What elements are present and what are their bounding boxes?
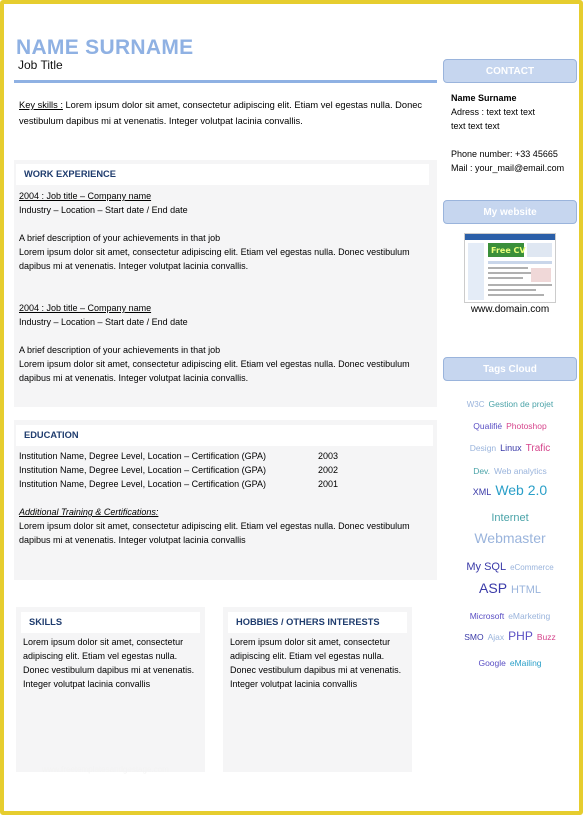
job-meta: Industry – Location – Start date / End date: [19, 317, 188, 327]
name-heading: NAME SURNAME: [16, 36, 194, 59]
additional-training-text: Lorem ipsum dolor sit amet, consectetur adipiscing elit. Etiam vel egestas nulla. Donec vestibulum dapibus mi at venenatis. Integer volutpat lacinia convallis: [19, 521, 410, 545]
tag-line: [444, 461, 576, 479]
contact-heading: CONTACT: [443, 59, 577, 83]
job-heading: 2004 : Job title – Company name: [19, 191, 152, 201]
tag[interactable]: Dev.: [473, 466, 491, 476]
job-text: Lorem ipsum dolor sit amet, consectetur adipiscing elit. Etiam vel egestas nulla. Donec vestibulum dapibus mi at venenatis. Integer volutpat lacinia convallis.: [19, 359, 410, 383]
tag-line: [444, 557, 576, 575]
tag[interactable]: Photoshop: [506, 421, 547, 431]
education-text: Institution Name, Degree Level, Location – Certification (GPA): [19, 479, 266, 489]
tag[interactable]: Microsoft: [469, 611, 505, 621]
tag-line: [444, 416, 576, 434]
education-row: [19, 449, 424, 463]
contact-mail[interactable]: Mail : your_mail@email.com: [451, 163, 565, 173]
tag[interactable]: Design: [469, 443, 497, 453]
job-intro: A brief description of your achievements in that job: [19, 345, 221, 355]
tag-line: [444, 627, 576, 645]
job-entry-1: [19, 189, 424, 273]
contact-details: [451, 91, 564, 175]
skills-text: Lorem ipsum dolor sit amet, consectetur adipiscing elit. Etiam vel egestas nulla. Donec vestibulum dapibus mi at venenatis. Integer volutpat lacinia convallis: [23, 637, 195, 689]
tag[interactable]: Google: [478, 658, 506, 668]
tag[interactable]: Web analytics: [494, 466, 547, 476]
key-skills-text: Lorem ipsum dolor sit amet, consectetur adipiscing elit. Etiam vel egestas nulla. Donec vestibulum dapibus mi at venenatis. Integer volutpat lacinia convallis.: [19, 100, 423, 126]
watermark: www.freetemplatesandgestage.com: [42, 765, 169, 774]
tag[interactable]: SMO: [464, 632, 484, 642]
education-text: Institution Name, Degree Level, Location – Certification (GPA): [19, 451, 266, 461]
education-year: 2001: [318, 479, 339, 489]
tag[interactable]: Web 2.0: [495, 482, 548, 498]
tag[interactable]: W3C: [466, 400, 485, 409]
education-row: [19, 477, 424, 491]
tag[interactable]: PHP: [508, 629, 533, 643]
tag-line: [444, 394, 576, 412]
tag[interactable]: Trafic: [525, 443, 551, 454]
job-title: Job Title: [18, 58, 63, 72]
work-heading: WORK EXPERIENCE: [16, 164, 429, 185]
key-skills: [19, 97, 429, 129]
key-skills-label: Key skills :: [19, 100, 63, 110]
contact-name: Name Surname: [451, 93, 517, 103]
tag-line: [444, 530, 576, 548]
tag[interactable]: Gestion de projet: [488, 399, 554, 409]
tag[interactable]: Internet: [491, 512, 529, 524]
hobbies-text: Lorem ipsum dolor sit amet, consectetur adipiscing elit. Etiam vel egestas nulla. Donec vestibulum dapibus mi at venenatis. Integer volutpat lacinia convallis: [230, 637, 402, 689]
tag[interactable]: eMailing: [509, 658, 542, 668]
tag[interactable]: Qualifié: [473, 421, 503, 431]
tag[interactable]: eMarketing: [508, 611, 551, 621]
tag[interactable]: My SQL: [466, 561, 507, 573]
education-heading: EDUCATION: [16, 425, 433, 446]
additional-training-label: Additional Training & Certifications:: [19, 507, 159, 517]
tag-line: [444, 438, 576, 456]
tag-line: [444, 580, 576, 598]
education-list: [19, 449, 424, 547]
job-text: Lorem ipsum dolor sit amet, consectetur adipiscing elit. Etiam vel egestas nulla. Donec vestibulum dapibus mi at venenatis. Integer volutpat lacinia convallis.: [19, 247, 410, 271]
tag[interactable]: Ajax: [487, 632, 505, 642]
contact-address: Adress : text text text: [451, 107, 536, 117]
tag[interactable]: HTML: [511, 584, 541, 596]
website-heading: My website: [443, 200, 577, 224]
website-thumbnail[interactable]: [464, 233, 556, 303]
website-domain[interactable]: www.domain.com: [470, 304, 550, 315]
website-screenshot-icon: [465, 234, 555, 302]
hobbies-heading: HOBBIES / OTHERS INTERESTS: [228, 612, 407, 633]
contact-phone: Phone number: +33 45665: [451, 149, 558, 159]
tag[interactable]: Linux: [500, 443, 522, 453]
skills-heading: SKILLS: [21, 612, 200, 633]
tags-heading: Tags Cloud: [443, 357, 577, 381]
header-divider: [14, 80, 437, 83]
tag[interactable]: Buzz: [536, 632, 556, 642]
job-heading: 2004 : Job title – Company name: [19, 303, 152, 313]
job-entry-2: [19, 301, 424, 385]
svg-text:Free CV: Free CV: [491, 246, 526, 255]
job-meta: Industry – Location – Start date / End date: [19, 205, 188, 215]
tag-line: [444, 653, 576, 671]
education-year: 2002: [318, 465, 339, 475]
tag-line: [444, 482, 576, 500]
education-year: 2003: [318, 451, 339, 461]
tag[interactable]: eCommerce: [510, 563, 554, 572]
contact-address-2: text text text: [451, 121, 500, 131]
tag-line: [444, 606, 576, 624]
education-row: [19, 463, 424, 477]
tag-line: [444, 508, 576, 526]
tag[interactable]: ASP: [479, 580, 508, 596]
tag[interactable]: Webmaster: [474, 530, 546, 546]
tag[interactable]: XML: [472, 487, 492, 497]
job-intro: A brief description of your achievements in that job: [19, 233, 221, 243]
education-text: Institution Name, Degree Level, Location – Certification (GPA): [19, 465, 266, 475]
